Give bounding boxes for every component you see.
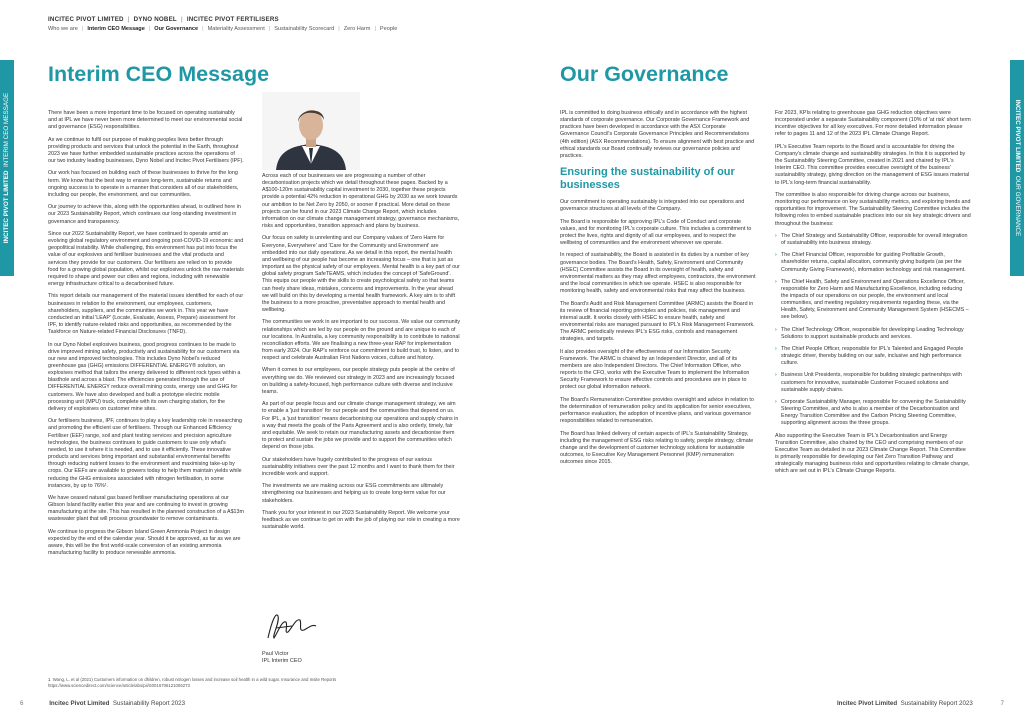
paragraph: In respect of sustainability, the Board is assisted in its duties by a number of key governance bodies. The Board's Health, Safety, Environment and Community (HSEC) Committee assists the Board in its oversight of health, safety and environmental matters as they may affect employees, contractors, the environment and the local communities in which we operate. HSEC is also responsible for monitoring health, safety and environmental risks that may affect the business. [560,252,756,295]
list-item: › Corporate Sustainability Manager, responsible for convening the Sustainability Steering Committee, and who is also a member of the Decarbonisation and Energy Transition Committee and the Carbon Pricing Steering Committee, supporting alignment across the three groups. [775,399,971,428]
footnote-link[interactable]: https://www.sciencedirect.com/science/article/abs/pii/S0016706121006273 [48,682,190,688]
page-number: 6 [20,700,24,707]
page-title-governance: Our Governance [560,62,729,86]
list-item: › The Chief Strategy and Sustainability Officer, responsible for overall integration of sustainability into business strategy. [775,233,971,247]
nav-section-dyno-nobel[interactable]: DYNO NOBEL [133,16,177,23]
nav-sections: INCITEC PIVOT LIMITED | DYNO NOBEL | INCITEC PIVOT FERTILISERS [48,16,279,23]
paragraph: It also provides oversight of the effectiveness of our Information Security Framework. The ARMC is chaired by an Independent Director, and all of its members are also Independent Directors. The Chief Information Officer, who reports to the CFO, works with the Executive Team to implement the Information Security Framework to ensure effective controls and procedures are in place to protect our global information network. [560,348,750,391]
governance-column-2 [775,110,971,481]
side-tab-section: OUR GOVERNANCE [1014,175,1021,237]
paragraph: The Board has linked delivery of certain aspects of IPL's Sustainability Strategy, including the management of ESG risks relating to safety, people strategy, climate change and the development of customer technology solutions for sustainable outcomes, to Executive Key Management Personnel (KMP) remuneration outcomes since 2015. [560,430,754,466]
paragraph: We have ceased natural gas based fertiliser manufacturing operations at our Gibson Island facility earlier this year and are continuing to invest in growing manufacturing at the site. This has resulted in the planned construction of a A$13m wastewater plant that will process groundwater to remove contaminants. [48,495,244,523]
list-item: › The Chief Health, Safety and Environment and Operations Excellence Officer, responsible for Zero Harm and Manufacturing Excellence, including reducing the impacts of our operations on our people, the environment and local communities, and meeting regulatory requirements regarding these, via the Health, Safety, Environment and Community Management System (HSECMS – see below). [775,279,971,322]
footer-brand: Incitec Pivot Limited [836,700,898,707]
footer-left [20,700,185,707]
ceo-portrait [262,92,360,170]
paragraph: The Board's Audit and Risk Management Committee (ARMC) assists the Board in its review of financial reporting principles and policies, risk management and internal audit. It works closely with HSEC to ensure health, safety and environmental risks are managed pursuant to IPL's Risk Management Framework. The ARMC periodically reviews IPL's ESG risks, controls and management strategies, and targets. [560,300,755,343]
paragraph: We continue to progress the Gibson Island Green Ammonia Project in design expected by the end of the calendar year. Should it be approved, as far as we are aware, this will be the first world-scale conversion of an existing ammonia manufacturing facility to produce renewable ammonia. [48,528,241,557]
paragraph: As we continue to fulfil our purpose of making peoples lives better through providing products and services that unlock the potential in the Earth, throughout 2023 we have further embedded sustainable practices across the operations of our two industry leading businesses, Dyno Nobel and Incitec Pivot Fertilisers (IPF). [48,136,244,165]
paragraph: The Board is responsible for approving IPL's Code of Conduct and corporate values, and for monitoring IPL's corporate culture. This includes a commitment to protect the lives, rights and dignity of all our employees, and to respect the wellbeing of communities and the environment wherever we operate. [560,218,752,247]
section-heading-sustainability: Ensuring the sustainability of our businesses [560,166,735,191]
paragraph: IPL's Executive Team reports to the Board and is accountable for driving the Company's climate change and sustainability strategies. In this it is supported by the Sustainability Steering Committee, created in 2021 and chaired by IPL's Interim CEO. This committee provides executive oversight of the business' sustainability strategy, giving direction on the management of ESG issues material to IPL's long-term financial sustainability. [775,143,970,186]
footer-report: Sustainability Report 2023 [900,700,973,707]
page-title-ceo-message: Interim CEO Message [48,62,270,86]
page-number: 7 [1000,700,1004,707]
paragraph: The Board's Remuneration Committee provides oversight and advice in relation to the determination of remuneration policy and its application for senior executives, performance evaluation, the adoption of incentive plans, and various governance responsibilities related to remuneration. [560,396,754,425]
paragraph: Our fertilisers business, IPF, continues to play a key leadership role in researching and promoting the efficient use of fertilisers. Through our Enhanced Efficiency Fertiliser (EEF) range, soil and plant testing services and precision agriculture technologies, the business continues to guide customers to use only what's needed, to use it where it is needed, and to use it efficiently. These innovative products and services bring important and substantial environmental benefits through reducing nutrient losses to the environment and maximising take-up by crops. Our EEFs are available to growers today to help them maintain yields while reducing the GHG emissions associated with nitrogen fertilisation, in some instances, by up to 76%¹. [48,418,242,489]
nav-link-who-we-are[interactable]: Who we are [48,26,78,32]
side-tab-section: INTERIM CEO MESSAGE [3,92,10,167]
governance-column-1 [560,110,756,472]
signature-image [262,608,322,644]
paragraph: The committee is also responsible for driving change across our business, monitoring our performance on key sustainability metrics, and exploring trends and opportunities for improvement. The Sustainability Steering Committee includes the following roles to embed sustainable practices into our six key strategic drivers and throughout the business: [775,191,971,227]
paragraph: Thank you for your interest in our 2023 Sustainability Report. We welcome your feedback as we continue to get on with the job of playing our role in creating a more sustainable world. [262,509,460,531]
side-tab-company: INCITEC PIVOT LIMITED [3,170,10,244]
nav-link-zero-harm[interactable]: Zero Harm [343,26,371,32]
paragraph: In our Dyno Nobel explosives business, good progress continues to be made to drive improved mining safety, productivity and sustainability for our customers via our new and improved technologies. This includes Dyno Nobel's reduced greenhouse gas (GHG) emissions DIFFERENTIAL ENERGY® solution, an explosives method that tailors the energy delivered to different rock types within a blasthole and across a blast. The efficiencies generated through the use of DIFFERENTIAL ENERGY reduce overall mining costs, energy use and GHG for customers. We have also developed and built a prototype electric mobile processing unit (MPU) truck, complete with its own charging station, for the delivery of explosives on customer mine sites. [48,341,241,412]
list-item: › The Chief People Officer, responsible for IPL's Talented and Engaged People strategic driver, thereby building on our safe, inclusive and high performance culture. [775,346,971,367]
paragraph: Since our 2022 Sustainability Report, we have continued to operate amid an evolving global regulatory environment and ongoing post-COVID-19 economic and geopolitical instability. While challenging, this environment has put into focus the value of our explosives and fertiliser businesses and the vital products and services they provide for our customers. Our fertilisers are relied on to provide food for a growing global population, whilst our explosives unlock the raw materials required to shape and power our cities and regions, including with renewable energy infrastructure critical to a decarbonised future. [48,230,244,288]
paragraph: The investments we are making across our ESG commitments are ultimately strengthening our businesses and helping us to create long-term value for our stakeholders. [262,483,446,504]
paragraph: The communities we work in are important to our success. We value our community relationships which are led by our people on the ground and are unique to each of our locations. In Australia, a key community responsibility is to contribute to national reconciliation efforts. We are finalising a new three-year RAP for implementation from early 2024. Our RAP's reinforce our commitment to build trust, to listen, and to respect and celebrate Australian First Nations voices, culture and history. [262,319,460,362]
paragraph: Our work has focused on building each of these businesses to thrive for the long term. We know that the best way to ensure long-term, sustainable returns and ongoing success is to operate in a manner that considers all of our stakeholders, including our people, the environment, and our communities. [48,170,239,198]
ceo-signature-block [262,608,322,665]
nav-section-ipl[interactable]: INCITEC PIVOT LIMITED [48,16,124,23]
signature-name: Paul Victor [262,651,289,657]
ceo-message-column-2 [262,173,460,537]
footer-brand: Incitec Pivot Limited [49,700,110,707]
nav-link-people[interactable]: People [379,26,398,32]
list-item: › The Chief Technology Officer, responsible for developing Leading Technology Solutions to support sustainable products and services. [775,327,971,341]
signature-title: IPL Interim CEO [262,658,302,664]
paragraph: When it comes to our employees, our people strategy puts people at the centre of everything we do. We reviewed our strategy in 2023 and are increasingly focused on building a safety-focused, high performance culture with diverse and inclusive teams. [262,367,455,395]
footnote [48,677,468,688]
paragraph: Our commitment to operating sustainably is integrated into our operations and governance structures at all levels of the Company. [560,199,745,213]
committee-roles-list [775,233,971,428]
paragraph: There have been a more important time to be focused on operating sustainably and at IPL we have never been more determined to meet our environmental social and governance (ESG) responsibilities. [48,110,243,131]
nav-link-materiality-assessment[interactable]: Materiality Assessment [207,26,265,32]
footnote-number: 1 [48,677,51,682]
paragraph: Across each of our businesses we are progressing a number of other decarbonisation projects which we detail throughout these pages. Backed by a A$100-120m sustainability capital investment to 2030, together these projects provide a potential 42% reduction in operational GHG by 2030 as we work towards our ambition to be Net Zero by 2050, or sooner if practical. More detail on these projects can be found in our 2023 Climate Change Report, which includes information on our climate change management strategy, governance mechanisms, risks and opportunities, transition approach and plans by business. [262,173,460,230]
paragraph: Our stakeholders have hugely contributed to the progress of our various sustainability initiatives over the past 12 months and I want to thank them for their incredible work and support. [262,456,455,477]
paragraph: This report details our management of the material issues identified for each of our businesses in relation to the environment, our employees, customers, shareholders, suppliers, and the communities we work in. This year we have conducted an initial 'LEAP' (Locate, Evaluate, Assess, Prepare) assessment for IPF, to identify nature-related risks and opportunities, as recommended by the Taskforce on Nature-related Financial Disclosures (TNFD). [48,293,244,336]
left-side-tab [0,60,14,276]
nav-link-sustainability-scorecard[interactable]: Sustainability Scorecard [274,26,335,32]
nav-link-our-governance[interactable]: Our Governance [154,26,199,32]
side-tab-company: INCITEC PIVOT LIMITED [1014,99,1021,173]
nav-links: Who we are | Interim CEO Message | Our Governance | Materiality Assessment | Sustainability Scorecard | Zero Harm | People [48,26,398,32]
ceo-message-column-1 [48,110,244,563]
nav-link-interim-ceo-message[interactable]: Interim CEO Message [87,26,145,32]
paragraph: Our journey to achieve this, along with the opportunities ahead, is outlined here in our 2023 Sustainability Report, which continues our long-standing investment in governance and transparency. [48,204,241,225]
paragraph: Also supporting the Executive Team is IPL's Decarbonisation and Energy Transition Committee, also chaired by the CEO and comprising members of our Executive Team as detailed in our 2023 Climate Change Report. This Committee is primarily responsible for developing our Net Zero Transition Pathway and strategically managing business risks and opportunities relating to climate change, which are set out in IPL's Climate Change Reports. [775,432,970,475]
paragraph: Our focus on safety is unrelenting and our Company values of 'Zero Harm for Everyone, Everywhere' and 'Care for the Community and Environment' are embedded into our daily operations. As we detail in this report, the mental health and wellbeing of our people has become an increasing focus – one that is just as important as the physical safety of our employees. Mental health is a key part of our global safety program SafeTEAMS, which includes the concept of 'SafeGround'. This equips our people with the skills to create psychological safety so that teams can freely share ideas, mistakes, concerns and improvements. In the year ahead we will build on this by developing a mental health framework. A key aim is to shift the business to a more proactive, preventative approach to mental health and wellbeing. [262,235,460,313]
footnote-text: Wang, L. et al (2021) Customers information on dhildren, robust nitrogen losses and increase soil health in a wild sugar. Insurance and Insite Reports [52,677,337,682]
list-item: › Business Unit Presidents, responsible for building strategic partnerships with customers for innovative, sustainable Customer Focused solutions and sustainable supply chains. [775,372,971,393]
right-side-tab [1010,60,1024,276]
paragraph: As part of our people focus and our climate change management strategy, we aim to enable a 'just transition' for our people and the communities that depend on us. For IPL, a 'just transition' means decarbonising our operations and supply chains in a way that meets the goals of the Paris Agreement and is also orderly, timely, fair and equitable. We seek to retain our manufacturing assets and decarbonise them to protect and sustain the jobs we provide and to support the communities which depend on those jobs. [262,401,459,451]
paragraph: For 2023, KPIs relating to greenhouse gas GHG reduction objectives were incorporated under a separate Sustainability component (10% of 'at risk' short term incentive objectives for all key executives. For more detailed information please refer to pages 11 and 12 of the 2023 IPL Climate Change Report. [775,110,971,138]
top-navigation [48,16,984,32]
nav-section-ipf[interactable]: INCITEC PIVOT FERTILISERS [186,16,279,23]
footer-right [837,700,1004,707]
footer-report: Sustainability Report 2023 [112,700,186,707]
list-item: › The Chief Financial Officer, responsible for guiding Profitable Growth, shareholder returns, capital allocation, community giving budgets (as per the Community Giving Framework), information technology and risk management. [775,252,971,273]
paragraph: IPL is committed to doing business ethically and in accordance with the highest standards of corporate governance. Our Corporate Governance Framework and practices have been developed in accordance with the ASX Corporate Governance Council's Corporate Governance Principles and Recommendations (4th edition) (ASX Recommendations). To ensure alignment with best practice and ethical standards our Board continually reviews our governance policies and practices. [560,110,755,159]
